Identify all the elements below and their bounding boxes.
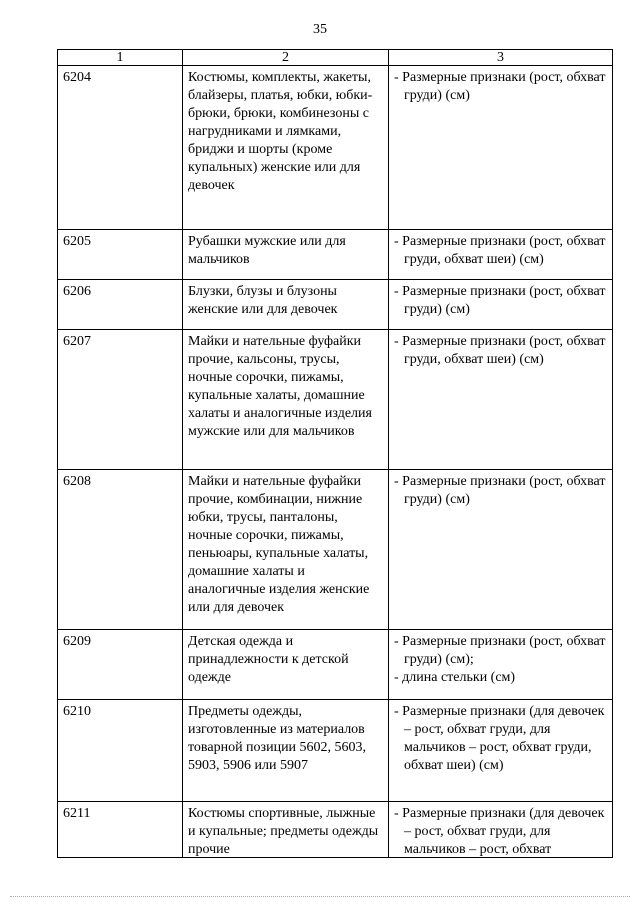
- row-attributes: [389, 630, 613, 700]
- table-row: [58, 630, 613, 700]
- document-table: [57, 49, 613, 858]
- row-code: 6209: [58, 630, 183, 700]
- row-name: Предметы одежды, изготовленные из материалов товарной позиции 5602, 5603, 5903, 5906 или 5907: [183, 700, 389, 802]
- row-name: Блузки, блузы и блузоны женские или для девочек: [183, 280, 389, 330]
- row-name: Майки и нательные фуфайки прочие, комбинации, нижние юбки, трусы, панталоны, ночные сорочки, пижамы, пеньюары, купальные халаты, домашние халаты и аналогичные изделия женские или для девочек: [183, 470, 389, 630]
- row-code: 6210: [58, 700, 183, 802]
- column-header-3: 3: [389, 50, 613, 66]
- table-row: [58, 280, 613, 330]
- row-name: [183, 802, 389, 858]
- row-attributes: [389, 280, 613, 330]
- row-name: Детская одежда и принадлежности к детской одежде: [183, 630, 389, 700]
- table-row: [58, 700, 613, 802]
- row-code: 6204: [58, 66, 183, 230]
- column-header-2: 2: [183, 50, 389, 66]
- row-attributes: [389, 330, 613, 470]
- table-header-row: [58, 50, 613, 66]
- row-code: 6211: [58, 802, 183, 858]
- row-code: 6206: [58, 280, 183, 330]
- attribute-line: - Размерные признаки (рост, обхват груди) (см): [394, 284, 606, 317]
- row-code: 6205: [58, 230, 183, 280]
- row-attributes: [389, 802, 613, 858]
- table-row: [58, 802, 613, 858]
- table-row: [58, 470, 613, 630]
- row-name: Майки и нательные фуфайки прочие, кальсоны, трусы, ночные сорочки, пижамы, купальные халаты, домашние халаты и аналогичные изделия мужские или для мальчиков: [183, 330, 389, 470]
- attribute-line: - Размерные признаки (рост, обхват груди, обхват шеи) (см): [394, 234, 606, 267]
- row-attributes: [389, 230, 613, 280]
- attribute-line: - Размерные признаки (рост, обхват груди, обхват шеи) (см): [394, 334, 606, 367]
- attribute-line: - длина стельки (см): [394, 670, 516, 685]
- attribute-line: - Размерные признаки (для девочек – рост, обхват груди, для мальчиков – рост, обхват: [394, 806, 605, 857]
- row-code: 6207: [58, 330, 183, 470]
- page-number: 35: [313, 22, 327, 37]
- row-code: 6208: [58, 470, 183, 630]
- row-name: Костюмы, комплекты, жакеты, блайзеры, платья, юбки, юбки-брюки, брюки, комбинезоны с нагрудниками и лямками, бриджи и шорты (кроме купальных) женские или для девочек: [183, 66, 389, 230]
- attribute-line: - Размерные признаки (рост, обхват груди) (см): [394, 474, 606, 507]
- row-name-text: Костюмы спортивные, лыжные и купальные; предметы одежды прочие: [188, 806, 379, 857]
- table-row: [58, 230, 613, 280]
- table-row: [58, 330, 613, 470]
- row-attributes: [389, 470, 613, 630]
- attribute-line: - Размерные признаки (рост, обхват груди) (см): [394, 70, 606, 103]
- row-name: Рубашки мужские или для мальчиков: [183, 230, 389, 280]
- table-row: [58, 66, 613, 230]
- page-bottom-edge: [10, 896, 630, 897]
- row-attributes: [389, 700, 613, 802]
- column-header-1: 1: [58, 50, 183, 66]
- row-attributes: [389, 66, 613, 230]
- attribute-line: - Размерные признаки (для девочек – рост, обхват груди, для мальчиков – рост, обхват груди, обхват шеи) (см): [394, 704, 605, 773]
- attribute-line: - Размерные признаки (рост, обхват груди) (см);: [394, 634, 606, 667]
